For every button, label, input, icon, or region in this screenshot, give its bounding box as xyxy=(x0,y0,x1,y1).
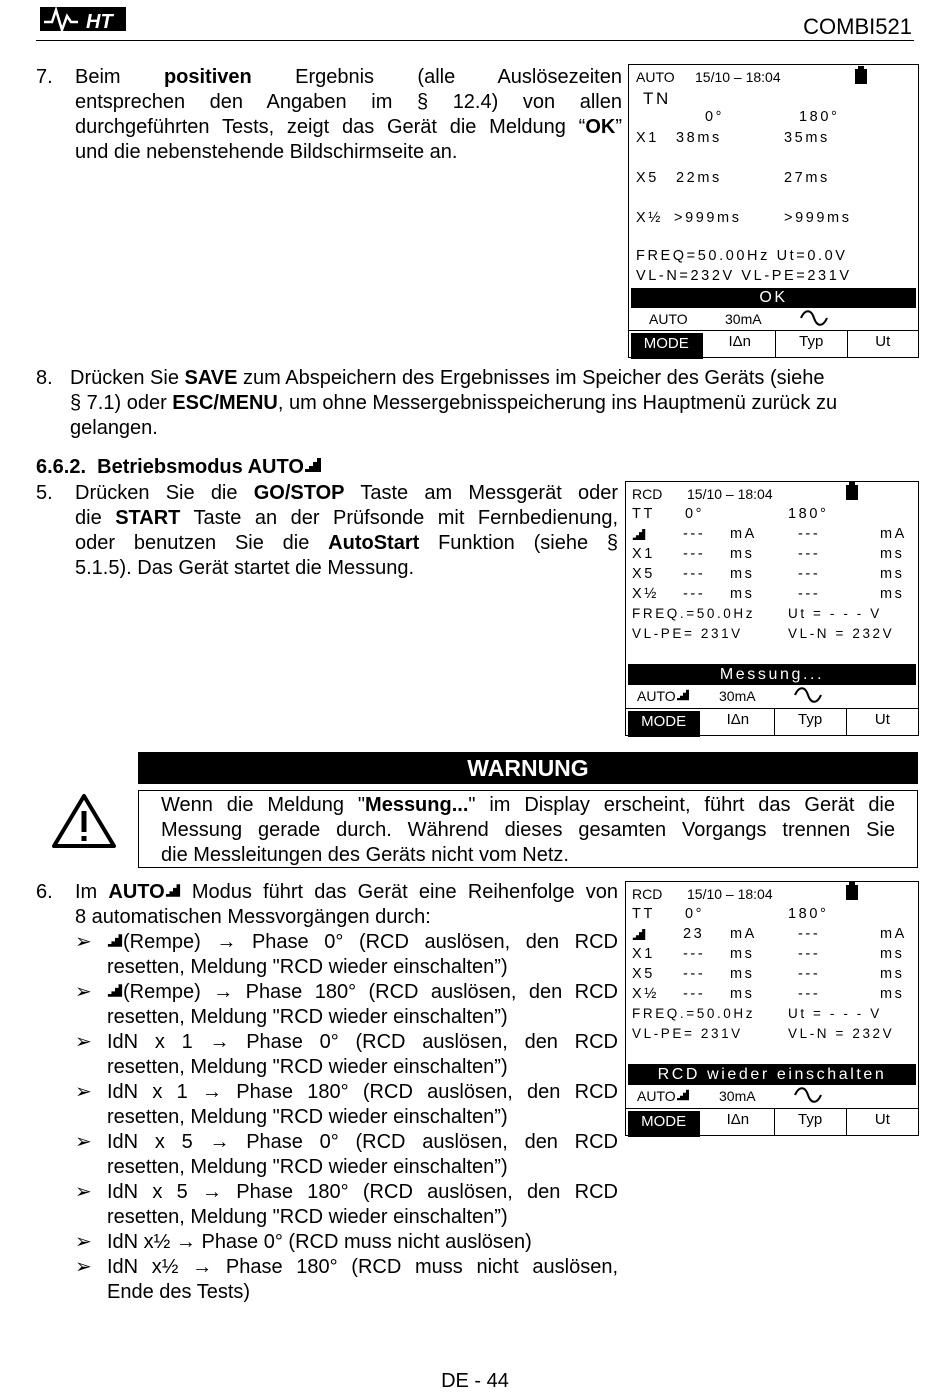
current-value: 30mA xyxy=(725,311,762,327)
screen-mode: RCD xyxy=(632,886,663,902)
row-value: 22ms xyxy=(676,170,722,186)
step-8-number: 8. xyxy=(36,367,53,389)
unit: ms xyxy=(730,586,755,602)
softkeys xyxy=(626,1108,918,1139)
header-rule xyxy=(36,40,914,41)
row-label: X½ xyxy=(632,586,659,602)
warning-text: Wenn die Meldung "Messung..." im Display erscheint, führt das Gerät die Messung gerade durch. Während dieses gesamten Vorgangs trennen Sie die Messleitungen des Geräts nicht vom Netz. xyxy=(161,794,896,866)
unit: ms xyxy=(880,586,905,602)
system-type: TT xyxy=(632,906,655,922)
screen-mode: RCD xyxy=(632,486,663,502)
battery-icon xyxy=(855,68,867,86)
unit: mA xyxy=(730,926,757,942)
vlpe-value: VL-PE= 231V xyxy=(632,1026,743,1041)
unit: ms xyxy=(730,946,755,962)
bottom-mode: AUTO xyxy=(637,1088,690,1104)
row-value: 35ms xyxy=(784,130,830,146)
warning-title: WARNUNG xyxy=(138,752,918,784)
ramp-icon xyxy=(632,928,646,946)
unit: ms xyxy=(730,966,755,982)
freq-value: FREQ.=50.0Hz xyxy=(632,1006,756,1021)
step-8-text: Drücken Sie SAVE zum Abspeichern des Ergebnisses im Speicher des Geräts (siehe § 7.1) oder ESC/MENU, um ohne Messergebnisspeicherung ins Hauptmenü zurück zu gelangen. xyxy=(70,367,838,439)
softkeys xyxy=(626,708,918,739)
step-5-number: 5. xyxy=(36,482,53,504)
row-value: 38ms xyxy=(676,130,722,146)
softkey-mode[interactable]: MODE xyxy=(628,711,700,737)
softkey-mode[interactable]: MODE xyxy=(631,333,703,359)
status-bar: OK xyxy=(631,288,916,308)
ac-wave-icon xyxy=(793,1086,823,1109)
screen-datetime: 15/10 – 18:04 xyxy=(687,886,773,902)
value: --- xyxy=(683,586,706,602)
page-number: DE - 44 xyxy=(441,1370,509,1392)
value: --- xyxy=(683,966,706,982)
row-label: X1 xyxy=(632,946,655,962)
unit: ms xyxy=(880,986,905,1002)
softkey-idn[interactable]: IΔn xyxy=(702,709,774,735)
list-item: ➢ (Rempe) → Phase 0° (RCD auslösen, den RCD resetten, Meldung "RCD wieder einschalten”) xyxy=(75,931,618,978)
system-type: TN xyxy=(643,89,671,108)
arrow-bullet-icon: ➢ xyxy=(75,1181,92,1203)
step-7-number: 7. xyxy=(36,66,53,88)
value: --- xyxy=(683,946,706,962)
model-name: COMBI521 xyxy=(803,14,912,39)
arrow-bullet-icon: ➢ xyxy=(75,1081,92,1103)
value: --- xyxy=(798,526,821,542)
ramp-icon xyxy=(165,883,181,898)
arrow-bullet-icon: ➢ xyxy=(75,1231,92,1253)
list-item: ➢ IdN x½ → Phase 180° (RCD muss nicht auslösen, Ende des Tests) xyxy=(75,1256,618,1303)
unit: ms xyxy=(880,966,905,982)
value: --- xyxy=(683,546,706,562)
screen-mode: AUTO xyxy=(636,69,675,85)
col-0deg: 0° xyxy=(705,109,725,125)
value: --- xyxy=(798,566,821,582)
list-item: ➢ IdN x 5 → Phase 0° (RCD auslösen, den RCD resetten, Meldung "RCD wieder einschalten”) xyxy=(75,1131,618,1178)
row-label: X1 xyxy=(636,130,659,146)
unit: ms xyxy=(730,546,755,562)
softkey-idn[interactable]: IΔn xyxy=(705,331,777,357)
ramp-icon xyxy=(107,933,123,948)
softkey-mode[interactable]: MODE xyxy=(628,1111,700,1137)
row-label: X½ xyxy=(636,210,663,226)
list-item: ➢ (Rempe) → Phase 180° (RCD auslösen, den RCD resetten, Meldung "RCD wieder einschalten”) xyxy=(75,981,618,1028)
step-6-number: 6. xyxy=(36,881,53,903)
unit: ms xyxy=(880,546,905,562)
instrument-screen-reset xyxy=(625,881,919,1136)
section-heading: 6.6.2. Betriebsmodus AUTO xyxy=(36,455,322,480)
ramp-icon xyxy=(107,983,123,998)
row-value: >999ms xyxy=(784,210,852,226)
ramp-icon xyxy=(304,455,322,480)
value: --- xyxy=(798,586,821,602)
list-item: ➢ IdN x 1 → Phase 180° (RCD auslösen, den RCD resetten, Meldung "RCD wieder einschalten”) xyxy=(75,1081,618,1128)
warning-box xyxy=(138,790,918,868)
col-180deg: 180° xyxy=(788,906,829,922)
value: --- xyxy=(798,946,821,962)
softkey-idn[interactable]: IΔn xyxy=(702,1109,774,1135)
arrow-bullet-icon: ➢ xyxy=(75,1031,92,1053)
softkey-ut[interactable]: Ut xyxy=(874,711,890,728)
value: --- xyxy=(798,546,821,562)
arrow-bullet-icon: ➢ xyxy=(75,931,92,953)
unit: mA xyxy=(880,526,907,542)
arrow-bullet-icon: ➢ xyxy=(75,1256,92,1278)
softkey-typ[interactable]: Typ xyxy=(775,1109,847,1135)
unit: ms xyxy=(730,566,755,582)
value: --- xyxy=(683,986,706,1002)
softkey-ut[interactable]: Ut xyxy=(875,333,891,350)
volt-line: VL-N=232V VL-PE=231V xyxy=(636,268,852,284)
vln-value: VL-N = 232V xyxy=(788,1026,895,1041)
list-item: ➢ IdN x 5 → Phase 180° (RCD auslösen, den RCD resetten, Meldung "RCD wieder einschalten”) xyxy=(75,1181,618,1228)
unit: ms xyxy=(730,986,755,1002)
row-label: X5 xyxy=(632,966,655,982)
ht-logo xyxy=(40,4,128,34)
list-item: ➢ IdN x 1 → Phase 0° (RCD auslösen, den RCD resetten, Meldung "RCD wieder einschalten”) xyxy=(75,1031,618,1078)
ac-wave-icon xyxy=(799,309,829,332)
battery-icon xyxy=(846,884,858,902)
arrow-bullet-icon: ➢ xyxy=(75,1131,92,1153)
screen-datetime: 15/10 – 18:04 xyxy=(695,69,781,85)
col-180deg: 180° xyxy=(799,109,840,125)
freq-line: FREQ=50.00Hz Ut=0.0V xyxy=(636,248,848,264)
vln-value: VL-N = 232V xyxy=(788,626,895,641)
vlpe-value: VL-PE= 231V xyxy=(632,626,743,641)
value: --- xyxy=(683,526,706,542)
value: --- xyxy=(798,966,821,982)
col-0deg: 0° xyxy=(685,906,705,922)
arrow-bullet-icon: ➢ xyxy=(75,981,92,1003)
unit: ms xyxy=(880,946,905,962)
row-label: X½ xyxy=(632,986,659,1002)
softkey-typ[interactable]: Typ xyxy=(775,709,847,735)
bottom-mode: AUTO xyxy=(637,688,690,704)
value: 23 xyxy=(683,926,705,942)
unit: mA xyxy=(730,526,757,542)
current-value: 30mA xyxy=(719,688,756,704)
ramp-icon xyxy=(676,689,690,701)
ramp-icon xyxy=(632,528,646,546)
softkeys xyxy=(629,330,918,361)
step-6-list xyxy=(75,930,618,1305)
unit: ms xyxy=(880,566,905,582)
warning-triangle-icon xyxy=(50,792,118,855)
softkey-ut[interactable]: Ut xyxy=(874,1111,890,1128)
screen-datetime: 15/10 – 18:04 xyxy=(687,486,773,502)
list-item: ➢ IdN x½ → Phase 0° (RCD muss nicht auslösen) xyxy=(75,1231,532,1253)
value: --- xyxy=(683,566,706,582)
freq-value: FREQ.=50.0Hz xyxy=(632,606,756,621)
unit: mA xyxy=(880,926,907,942)
value: --- xyxy=(798,986,821,1002)
step-5-text: Drücken Sie die GO/STOP Taste am Messgerät oder die START Taste an der Prüfsonde mit Fernbedienung, oder benutzen Sie die AutoStart Funktion (siehe § 5.1.5). Das Gerät startet die Messung. xyxy=(75,482,618,579)
instrument-screen-measuring xyxy=(625,481,919,736)
step-7-text: Beim positiven Ergebnis (alle Auslösezeiten entsprechen den Angaben im § 12.4) von allen durchgeführten Tests, zeigt das Gerät die Meldung “OK” und die nebenstehende Bildschirmseite an. xyxy=(75,66,622,163)
instrument-screen-ok xyxy=(628,64,919,358)
ac-wave-icon xyxy=(793,686,823,709)
bottom-mode: AUTO xyxy=(649,311,688,327)
ut-value: Ut = - - - V xyxy=(788,606,882,621)
col-180deg: 180° xyxy=(788,506,829,522)
battery-icon xyxy=(846,484,858,502)
ut-value: Ut = - - - V xyxy=(788,1006,882,1021)
status-bar: RCD wieder einschalten xyxy=(628,1064,916,1085)
step-6-intro: Im AUTO Modus führt das Gerät eine Reihenfolge von 8 automatischen Messvorgängen durch: xyxy=(75,881,618,928)
row-label: X5 xyxy=(636,170,659,186)
row-label: X1 xyxy=(632,546,655,562)
row-label: X5 xyxy=(632,566,655,582)
status-bar: Messung... xyxy=(628,664,916,685)
svg-text:HT: HT xyxy=(86,11,113,33)
softkey-typ[interactable]: Typ xyxy=(776,331,848,357)
row-value: >999ms xyxy=(674,210,742,226)
system-type: TT xyxy=(632,506,655,522)
ramp-icon xyxy=(676,1089,690,1101)
current-value: 30mA xyxy=(719,1088,756,1104)
value: --- xyxy=(798,926,821,942)
col-0deg: 0° xyxy=(685,506,705,522)
row-value: 27ms xyxy=(784,170,830,186)
